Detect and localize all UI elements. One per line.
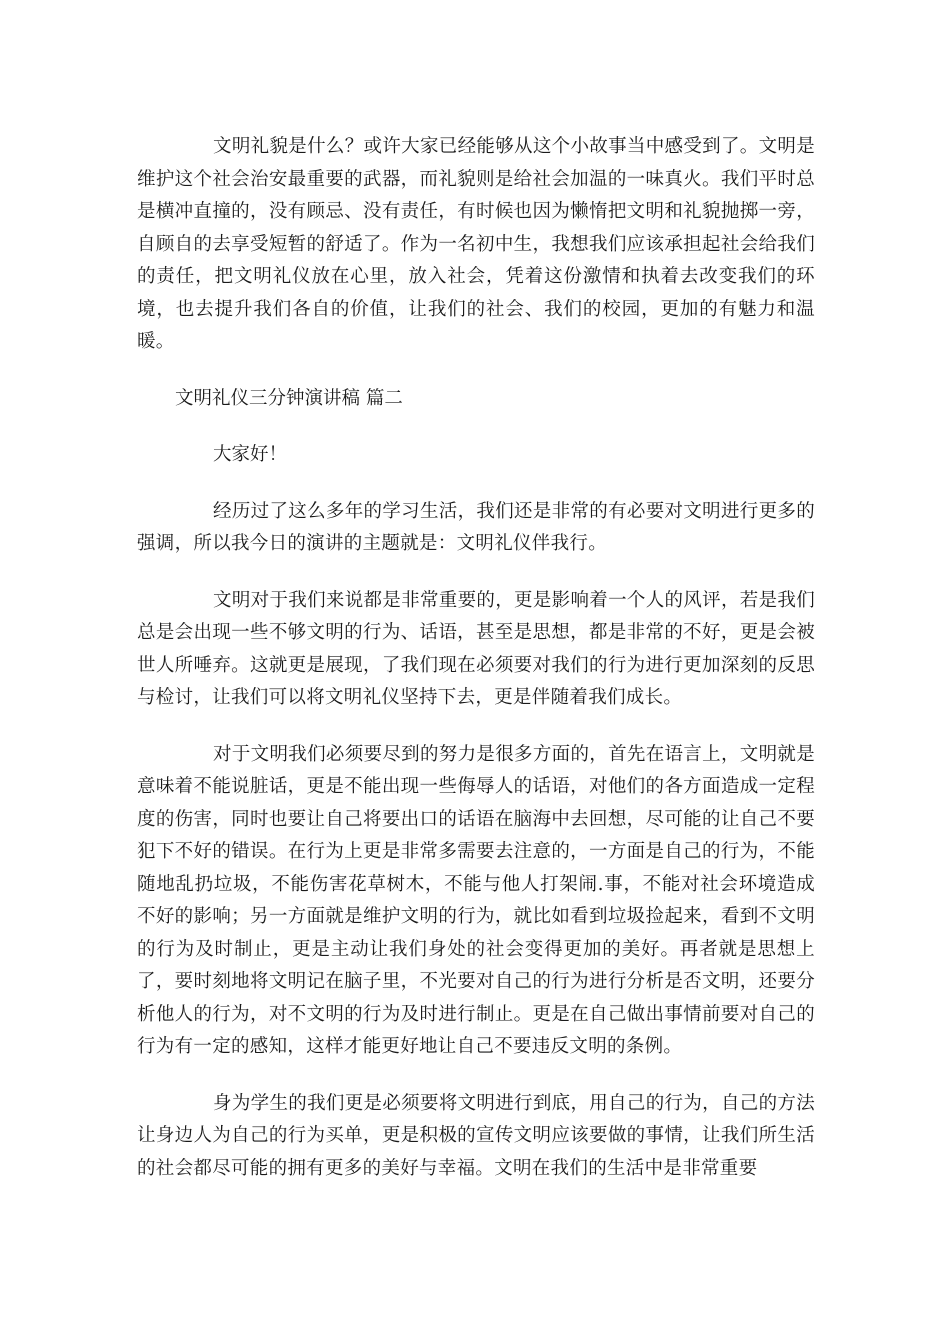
paragraph-importance: 文明对于我们来说都是非常重要的，更是影响着一个人的风评，若是我们总是会出现一些不够文明的行为、话语，甚至是思想，都是非常的不好，更是会被世人所唾弃。这就更是展现，了我们现在必须要对我们的行为进行更加深刻的反思与检讨，让我们可以将文明礼仪坚持下去，更是伴随着我们成长。 [137, 589, 815, 708]
greeting: 大家好！ [213, 444, 288, 465]
document-body [137, 131, 815, 1209]
paragraph-civility-intro: 文明礼貌是什么？或许大家已经能够从这个小故事当中感受到了。文明是维护这个社会治安最重要的武器，而礼貌则是给社会加温的一味真火。我们平时总是横冲直撞的，没有顾忌、没有责任，有时候也因为懒惰把文明和礼貌抛掷一旁，自顾自的去享受短暂的舒适了。作为一名初中生，我想我们应该承担起社会给我们的责任，把文明礼仪放在心里，放入社会，凭着这份激情和执着去改变我们的环境，也去提升我们各自的价值，让我们的社会、我们的校园，更加的有魅力和温暖。 [137, 136, 815, 352]
paragraph-students: 身为学生的我们更是必须要将文明进行到底，用自己的行为，自己的方法让身边人为自己的行为买单，更是积极的宣传文明应该要做的事情，让我们所生活的社会都尽可能的拥有更多的美好与幸福。文明在我们的生活中是非常重要 [137, 1092, 815, 1179]
paragraph-speech-theme: 经历过了这么多年的学习生活，我们还是非常的有必要对文明进行更多的强调，所以我今日的演讲的主题就是：文明礼仪伴我行。 [137, 500, 815, 554]
paragraph-efforts: 对于文明我们必须要尽到的努力是很多方面的，首先在语言上，文明就是意味着不能说脏话，更是不能出现一些侮辱人的话语，对他们的各方面造成一定程度的伤害，同时也要让自己将要出口的话语在脑海中去回想，尽可能的让自己不要犯下不好的错误。在行为上更是非常多需要去注意的，一方面是自己的行为，不能随地乱扔垃圾，不能伤害花草树木，不能与他人打架闹.事，不能对社会环境造成不好的影响；另一方面就是维护文明的行为，就比如看到垃圾捡起来，看到不文明的行为及时制止，更是主动让我们身处的社会变得更加的美好。再者就是思想上了，要时刻地将文明记在脑子里，不光要对自己的行为进行分析是否文明，还要分析他人的行为，对不文明的行为及时进行制止。更是在自己做出事情前要对自己的行为有一定的感知，这样才能更好地让自己不要违反文明的条例。 [137, 743, 815, 1057]
section-heading: 文明礼仪三分钟演讲稿 篇二 [175, 387, 403, 409]
